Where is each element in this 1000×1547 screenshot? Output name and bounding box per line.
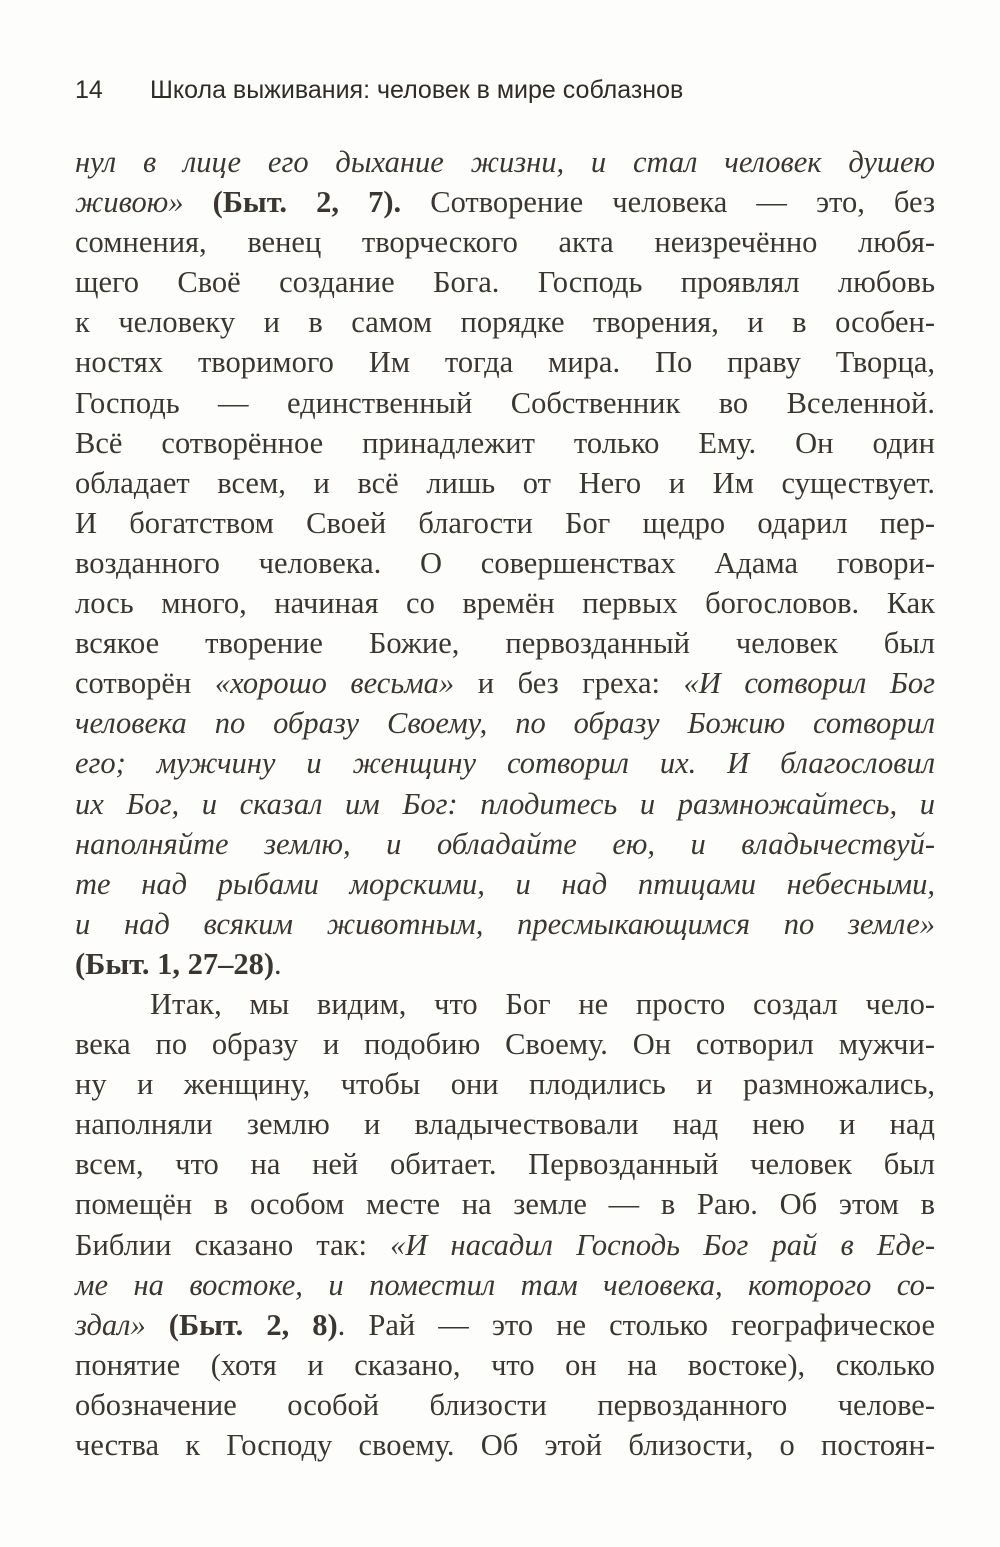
quote-text: нул в лице его дыхание жизни, и стал человек душею (75, 145, 935, 179)
text-line: и над всяким животным, пресмыкающимся по земле» (75, 906, 935, 941)
text-line: сомнения, венец творческого акта неизречённо любя- (75, 225, 935, 260)
text-line: ну и женщину, чтобы они плодились и размножались, (75, 1067, 935, 1102)
body-text (75, 142, 935, 1465)
text-line: Всё сотворённое принадлежит только Ему. Он один (75, 425, 935, 460)
text-line (75, 663, 935, 703)
text-line: наполняйте землю, и обладайте ею, и владычествуй- (75, 826, 935, 861)
quote-text: здал» (75, 1307, 146, 1342)
text-line: века по образу и подобию Своему. Он сотворил мужчи- (75, 1027, 935, 1062)
text-line: человека по образу Своему, по образу Божию сотворил (75, 706, 935, 741)
text-line: возданного человека. О совершенствах Адама говори- (75, 545, 935, 580)
text-line: Итак, мы видим, что Бог не просто создал чело- (150, 986, 935, 1021)
text-line: ностях творимого Им тогда мира. По праву Творца, (75, 345, 935, 380)
text-line: к человеку и в самом порядке творения, и в особен- (75, 305, 935, 340)
running-title: Школа выживания: человек в мире соблазнов (150, 76, 684, 104)
text-line (75, 1225, 935, 1265)
text-line: те над рыбами морскими, и над птицами небесными, (75, 866, 935, 901)
text-line: помещён в особом месте на земле — в Раю. Об этом в (75, 1187, 935, 1222)
text-line: обладает всем, и всё лишь от Него и Им существует. (75, 465, 935, 500)
text-line: наполняли землю и владычествовали над нею и над (75, 1107, 935, 1142)
text-line: его; мужчину и женщину сотворил их. И благословил (75, 746, 935, 781)
text-line: лось много, начиная со времён первых богословов. Как (75, 586, 935, 621)
text-line: их Бог, и сказал им Бог: плодитесь и размножайтесь, и (75, 786, 935, 821)
body-span: сотворён (75, 666, 215, 701)
bible-reference: (Быт. 2, 8) (145, 1307, 338, 1342)
bible-reference: (Быт. 2, 7). (212, 185, 402, 220)
text-line (75, 944, 935, 984)
page-number: 14 (75, 76, 103, 104)
body-span: . (273, 946, 282, 981)
body-span: и без греха: (454, 666, 684, 701)
text-line: Господь — единственный Собственник во Вселенной. (75, 385, 935, 420)
text-line: чества к Господу своему. Об этой близости, о постоян- (75, 1428, 935, 1462)
text-line: всем, что на ней обитает. Первозданный человек был (75, 1147, 935, 1182)
quote-text: «И насадил Господь Бог рай в Еде- (390, 1227, 935, 1262)
body-span: Библии сказано так: (75, 1227, 391, 1262)
text-line: И богатством Своей благости Бог щедро одарил пер- (75, 505, 935, 540)
quote-text: «И сотворил Бог (683, 666, 936, 701)
text-line (75, 1305, 935, 1345)
text-line: всякое творение Божие, первозданный человек был (75, 626, 935, 661)
text-line: щего Своё создание Бога. Господь проявлял любовь (75, 265, 935, 300)
running-header (75, 76, 683, 105)
quote-text: живою» (75, 185, 184, 220)
body-span: . Рай — это не столько географическое (337, 1307, 935, 1342)
text-line: понятие (хотя и сказано, что он на востоке), сколько (75, 1347, 935, 1382)
text-line (75, 142, 935, 182)
body-span: Сотворение человека — это, без (401, 185, 936, 220)
text-line (75, 182, 935, 222)
text-line: ме на востоке, и поместил там человека, которого со- (75, 1267, 935, 1302)
text-line: обозначение особой близости первозданного челове- (75, 1387, 935, 1422)
quote-text: «хорошо весьма» (214, 666, 455, 701)
bible-reference: (Быт. 1, 27–28) (75, 946, 274, 981)
